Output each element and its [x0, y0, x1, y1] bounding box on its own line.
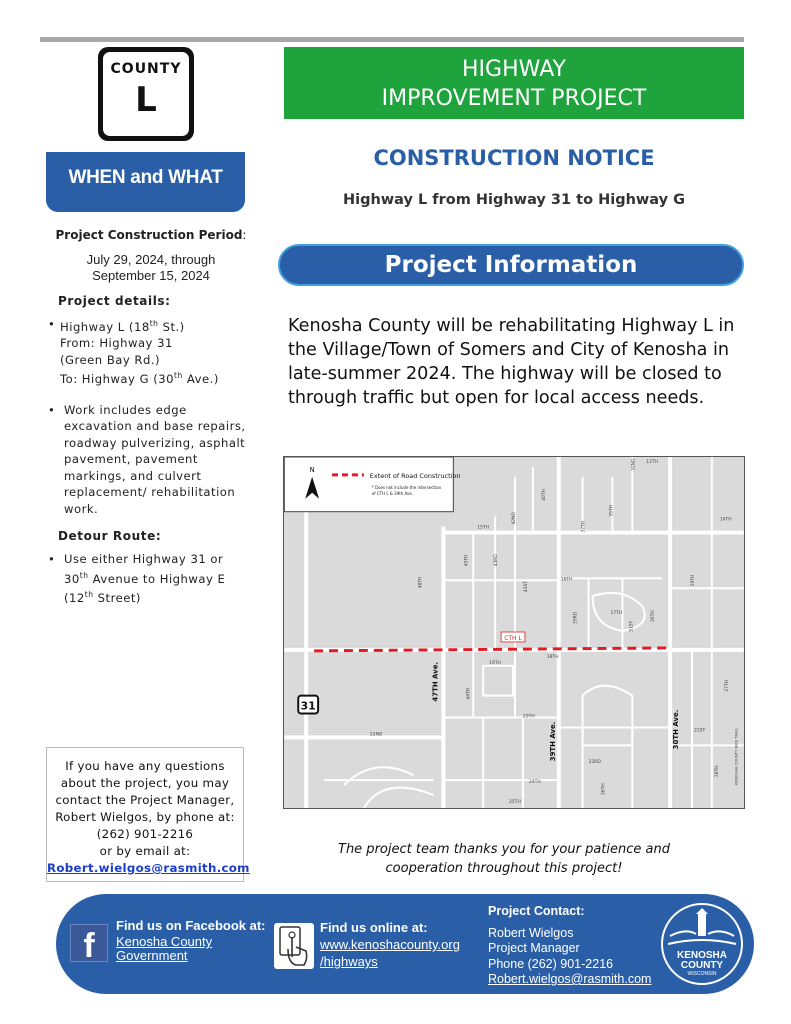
project-info-heading: Project Information: [278, 244, 744, 286]
list-item: • Work includes edge excavation and base repairs, roadway pulverizing, asphalt pavement, pavement markings, and culvert replacement/ rehabilitation work.: [48, 402, 246, 516]
svg-text:COUNTY: COUNTY: [680, 960, 724, 971]
banner-line2: IMPROVEMENT PROJECT: [381, 86, 647, 111]
map-label: 12TH: [646, 459, 659, 465]
notice-title: CONSTRUCTION NOTICE: [373, 146, 655, 170]
county-l-shield: [98, 47, 194, 141]
map-label: 43RD: [494, 554, 500, 567]
questions-box: If you have any questions about the project, you may contact the Project Manager, Robert Wielgos, by phone at: (262) 901-2216 or by email at: Robert.wielgos@rasmith.com: [46, 747, 244, 882]
detour-heading: Detour Route:: [58, 529, 162, 544]
map-label: 16TH: [560, 577, 573, 583]
kenosha-county-seal: [660, 902, 744, 986]
map-label: 24TH: [528, 780, 541, 786]
svg-text:WISCONSIN: WISCONSIN: [687, 971, 717, 977]
manager-email-link[interactable]: Robert.wielgos@rasmith.com: [47, 861, 250, 875]
svg-text:of CTH L & 39th Ave.: of CTH L & 39th Ave.: [371, 490, 414, 496]
north-label: N: [309, 465, 315, 474]
map-label: 37TH: [581, 520, 587, 533]
map-label: 25TH: [509, 800, 521, 806]
map-label: 18TH: [546, 654, 559, 660]
map-svg: [284, 457, 744, 808]
map-label: 26TH: [651, 610, 657, 623]
svg-text:* Does not include the interse: * Does not include the intersection: [371, 484, 442, 490]
map-label: 47TH Ave.: [431, 661, 440, 702]
map-label: 40TH: [541, 488, 547, 501]
contact-email-link[interactable]: Robert.wielgos@rasmith.com: [488, 972, 652, 986]
intro-paragraph: Kenosha County will be rehabilitating Highway L in the Village/Town of Somers and City of Kenosha in late-summer 2024. The highway will be closed to through traffic but open for local access needs.: [288, 316, 735, 408]
map-label: 36TH: [601, 783, 607, 796]
notice-subtitle: Highway L from Highway 31 to Highway G: [342, 192, 686, 208]
facebook-link[interactable]: Government: [116, 948, 188, 963]
svg-text:KENOSHA: KENOSHA: [676, 950, 728, 961]
map-label: 32ND: [631, 458, 637, 471]
shield-county-text: COUNTY: [110, 61, 182, 77]
map-label: 28TH: [714, 765, 720, 778]
legend-label: Extent of Road Construction: [369, 471, 461, 480]
website-link[interactable]: www.kenoshacounty.org: [320, 937, 460, 952]
left-column: [46, 228, 256, 620]
map-label: 35TH: [609, 504, 615, 517]
cth-label: CTH L: [504, 634, 522, 642]
detour-list: [46, 551, 256, 606]
top-rule: [40, 37, 744, 42]
project-details-list: [46, 316, 256, 517]
map-label: KENOSHA COUNTY BIKE TRAIL: [734, 728, 739, 786]
website-block: Find us online at: www.kenoshacounty.org /highways: [320, 920, 460, 969]
footer-bar: [56, 894, 754, 994]
list-item: • Use either Highway 31 or 30th Avenue to Highway E (12th Street): [48, 552, 226, 605]
map-label: 14TH: [719, 517, 732, 523]
project-details-heading: Project details:: [58, 294, 171, 308]
map-label: 41ST: [523, 580, 529, 593]
map-label: 29TH: [690, 574, 696, 587]
touch-web-icon: [274, 923, 314, 969]
period-label: Project Construction Period:: [55, 228, 247, 242]
map-label: 39TH Ave.: [548, 721, 557, 762]
map-label: 45TH: [464, 554, 470, 567]
route-31-shield: 31: [300, 699, 316, 713]
map-label: 42ND: [511, 512, 517, 525]
map-label: 33RD: [573, 611, 579, 625]
map-label: 20TH: [522, 714, 535, 720]
map-label: 19TH: [489, 660, 501, 666]
map-label: 48TH: [418, 576, 424, 589]
shield-letter: L: [135, 80, 157, 120]
map-label: 44TH: [466, 687, 472, 700]
thank-you-note: The project team thanks you for your patience and cooperation throughout this project!: [338, 842, 670, 876]
map-label: 17TH: [610, 611, 623, 617]
title-banner: [284, 47, 744, 119]
list-item: • Highway L (18th St.) From: Highway 31 (Green Bay Rd.) To: Highway G (30th Ave.): [48, 317, 219, 387]
facebook-block: Find us on Facebook at: Kenosha County Government: [116, 918, 266, 963]
map-label: 23RD: [588, 760, 601, 766]
map-label: 15TH: [477, 525, 489, 531]
map-label: 21ST: [693, 728, 706, 734]
map-label: 30TH Ave.: [672, 709, 681, 750]
website-link[interactable]: /highways: [320, 954, 378, 969]
facebook-link[interactable]: Kenosha County: [116, 934, 213, 949]
banner-line1: HIGHWAY: [462, 57, 566, 82]
when-what-tab: WHEN and WHAT: [46, 152, 245, 212]
project-map: [283, 456, 745, 809]
project-contact: Project Contact: Robert Wielgos Project Manager Phone (262) 901-2216 Robert.wielgos@rasmith.com: [488, 904, 652, 986]
map-label: 27TH: [724, 679, 730, 692]
period-dates: July 29, 2024, through September 15, 2024: [86, 252, 216, 283]
facebook-icon[interactable]: f: [70, 924, 108, 962]
map-label: 31ST: [629, 620, 635, 633]
map-label: 22ND: [369, 732, 383, 738]
